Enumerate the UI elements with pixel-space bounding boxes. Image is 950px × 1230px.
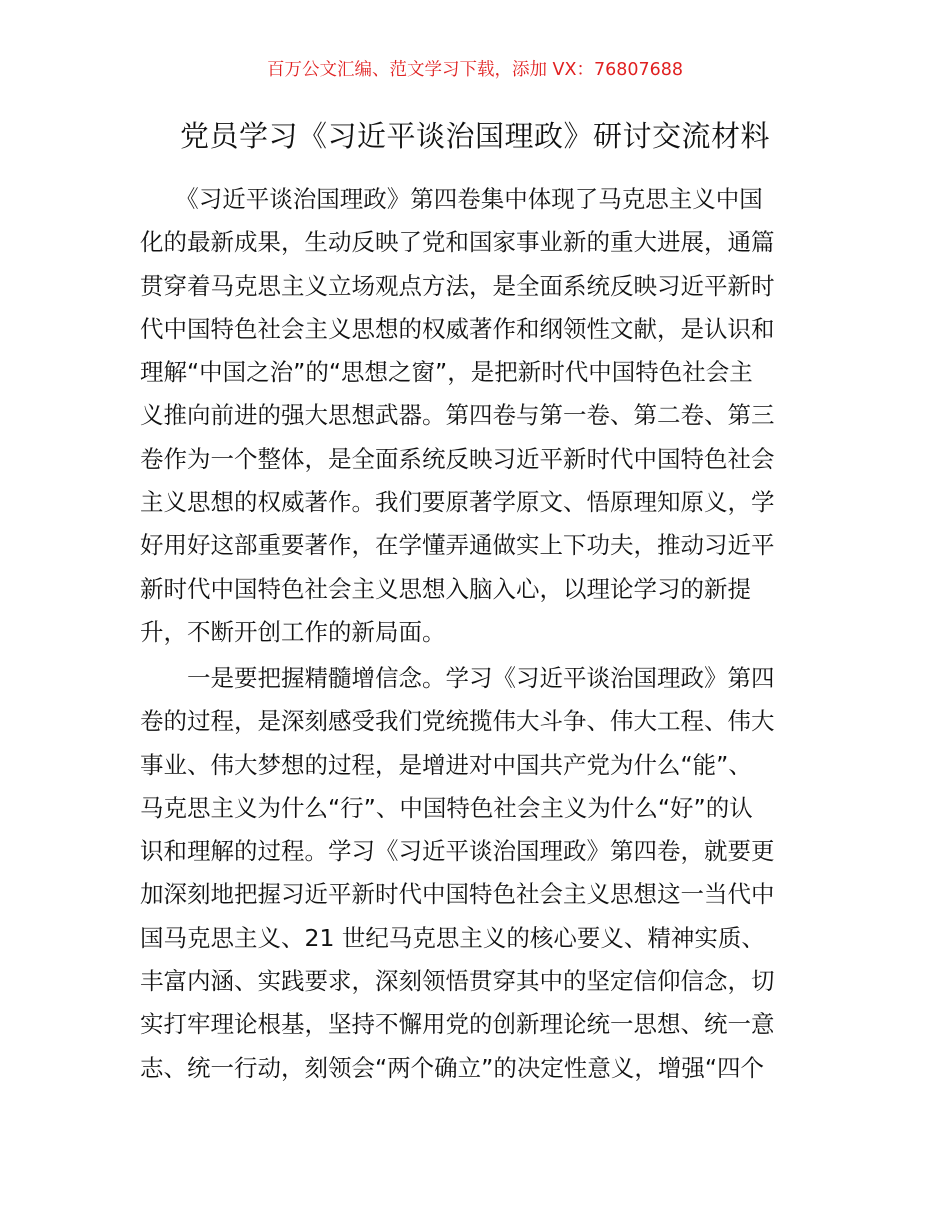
paragraph-line: 代中国特色社会主义思想的权威著作和纲领性文献，是认识和 bbox=[140, 314, 775, 343]
paragraph-line: 马克思主义为什么“行”、中国特色社会主义为什么“好”的认 bbox=[140, 793, 753, 822]
paragraph-line: 义推向前进的强大思想武器。第四卷与第一卷、第二卷、第三 bbox=[140, 401, 775, 430]
paragraph-point-one bbox=[140, 657, 820, 1090]
paragraph-line: 主义思想的权威著作。我们要原著学原文、悟原理知原义，学 bbox=[140, 488, 775, 517]
paragraph-line: 贯穿着马克思主义立场观点方法，是全面系统反映习近平新时 bbox=[140, 271, 775, 300]
paragraph-line: 志、统一行动，刻领会“两个确立”的决定性意义，增强“四个 bbox=[140, 1053, 765, 1082]
paragraph-line: 识和理解的过程。学习《习近平谈治国理政》第四卷，就要更 bbox=[140, 837, 775, 866]
paragraph-line: 国马克思主义、21 世纪马克思主义的核心要义、精神实质、 bbox=[140, 923, 765, 952]
paragraph-line: 卷的过程，是深刻感受我们党统揽伟大斗争、伟大工程、伟大 bbox=[140, 707, 775, 736]
header-promo-note: 百万公文汇编、范文学习下载，添加 VX：76807688 bbox=[266, 60, 684, 80]
paragraph-intro bbox=[140, 178, 820, 654]
paragraph-line: 加深刻地把握习近平新时代中国特色社会主义思想这一当代中 bbox=[140, 880, 775, 909]
paragraph-line: 丰富内涵、实践要求，深刻领悟贯穿其中的坚定信仰信念，切 bbox=[140, 967, 775, 996]
paragraph-line: 一是要把握精髓增信念。学习《习近平谈治国理政》第四 bbox=[140, 664, 775, 692]
paragraph-line: 新时代中国特色社会主义思想入脑入心，以理论学习的新提 bbox=[140, 574, 751, 603]
paragraph-line: 理解“中国之治”的“思想之窗”，是把新时代中国特色社会主 bbox=[140, 358, 753, 387]
paragraph-line: 升，不断开创工作的新局面。 bbox=[140, 617, 446, 646]
document-title: 党员学习《习近平谈治国理政》研讨交流材料 bbox=[179, 119, 770, 153]
paragraph-line: 实打牢理论根基，坚持不懈用党的创新理论统一思想、统一意 bbox=[140, 1010, 775, 1039]
paragraph-line: 卷作为一个整体，是全面系统反映习近平新时代中国特色社会 bbox=[140, 444, 775, 473]
paragraph-line: 化的最新成果，生动反映了党和国家事业新的重大进展，通篇 bbox=[140, 228, 775, 257]
paragraph-line: 《习近平谈治国理政》第四卷集中体现了马克思主义中国 bbox=[140, 185, 763, 213]
paragraph-line: 好用好这部重要著作，在学懂弄通做实上下功夫，推动习近平 bbox=[140, 531, 775, 560]
paragraph-line: 事业、伟大梦想的过程，是增进对中国共产党为什么“能”、 bbox=[140, 750, 752, 779]
